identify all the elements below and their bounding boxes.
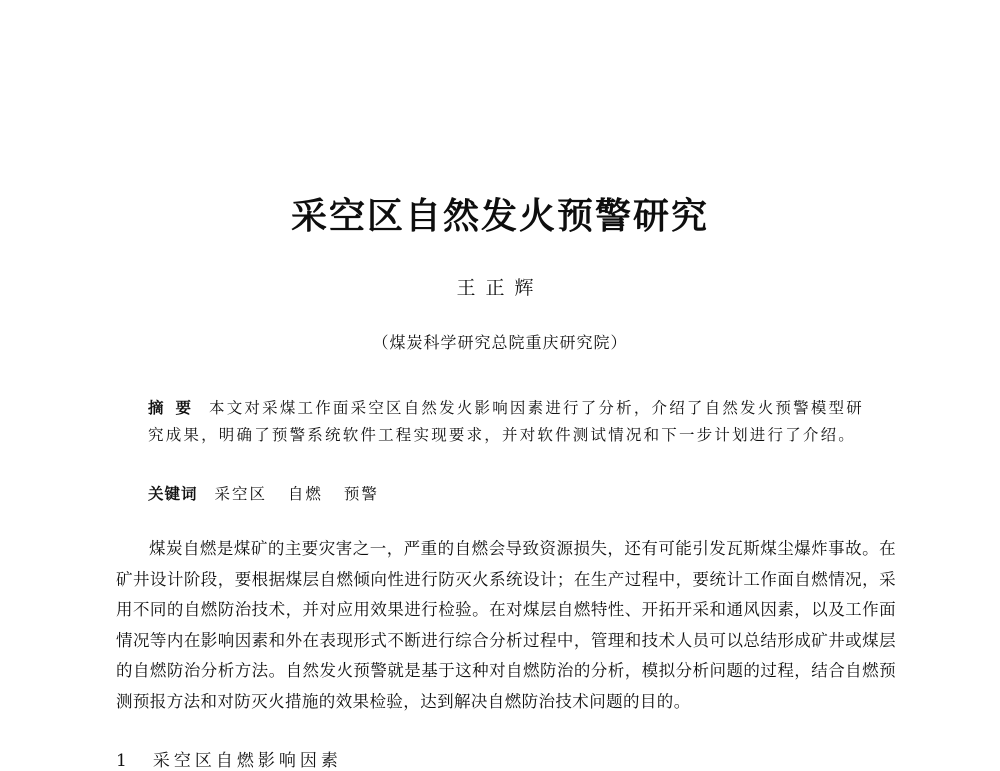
abstract-label: 摘要: [148, 399, 204, 417]
paper-title: 采空区自然发火预警研究: [290, 195, 709, 237]
keywords: [148, 482, 868, 504]
author-name: 王正辉: [456, 277, 544, 299]
section-title: 采空区自燃影响因素: [152, 751, 342, 771]
keyword-item: 预警: [343, 485, 379, 503]
abstract: [148, 395, 868, 449]
section-heading: [116, 746, 342, 771]
abstract-text: 本文对采煤工作面采空区自然发火影响因素进行了分析，介绍了自然发火预警模型研究成果，明确了预警系统软件工程实现要求，并对软件测试情况和下一步计划进行了介绍。: [148, 399, 864, 444]
keyword-item: 自燃: [287, 485, 323, 503]
keyword-item: 采空区: [214, 485, 267, 503]
author-affiliation: （煤炭科学研究总院重庆研究院）: [372, 333, 628, 352]
keywords-label: 关键词: [148, 485, 198, 503]
section-number: 1: [116, 751, 131, 771]
body-paragraph: 煤炭自燃是煤矿的主要灾害之一，严重的自燃会导致资源损失，还有可能引发瓦斯煤尘爆炸事故。在矿井设计阶段，要根据煤层自燃倾向性进行防灭火系统设计；在生产过程中，要统计工作面自燃情况，采用不同的自燃防治技术，并对应用效果进行检验。在对煤层自燃特性、开拓开采和通风因素，以及工作面情况等内在影响因素和外在表现形式不断进行综合分析过程中，管理和技术人员可以总结形成矿井或煤层的自燃防治分析方法。自然发火预警就是基于这种对自燃防治的分析，模拟分析问题的过程，结合自燃预测预报方法和对防灭火措施的效果检验，达到解决自燃防治技术问题的目的。: [116, 539, 896, 711]
